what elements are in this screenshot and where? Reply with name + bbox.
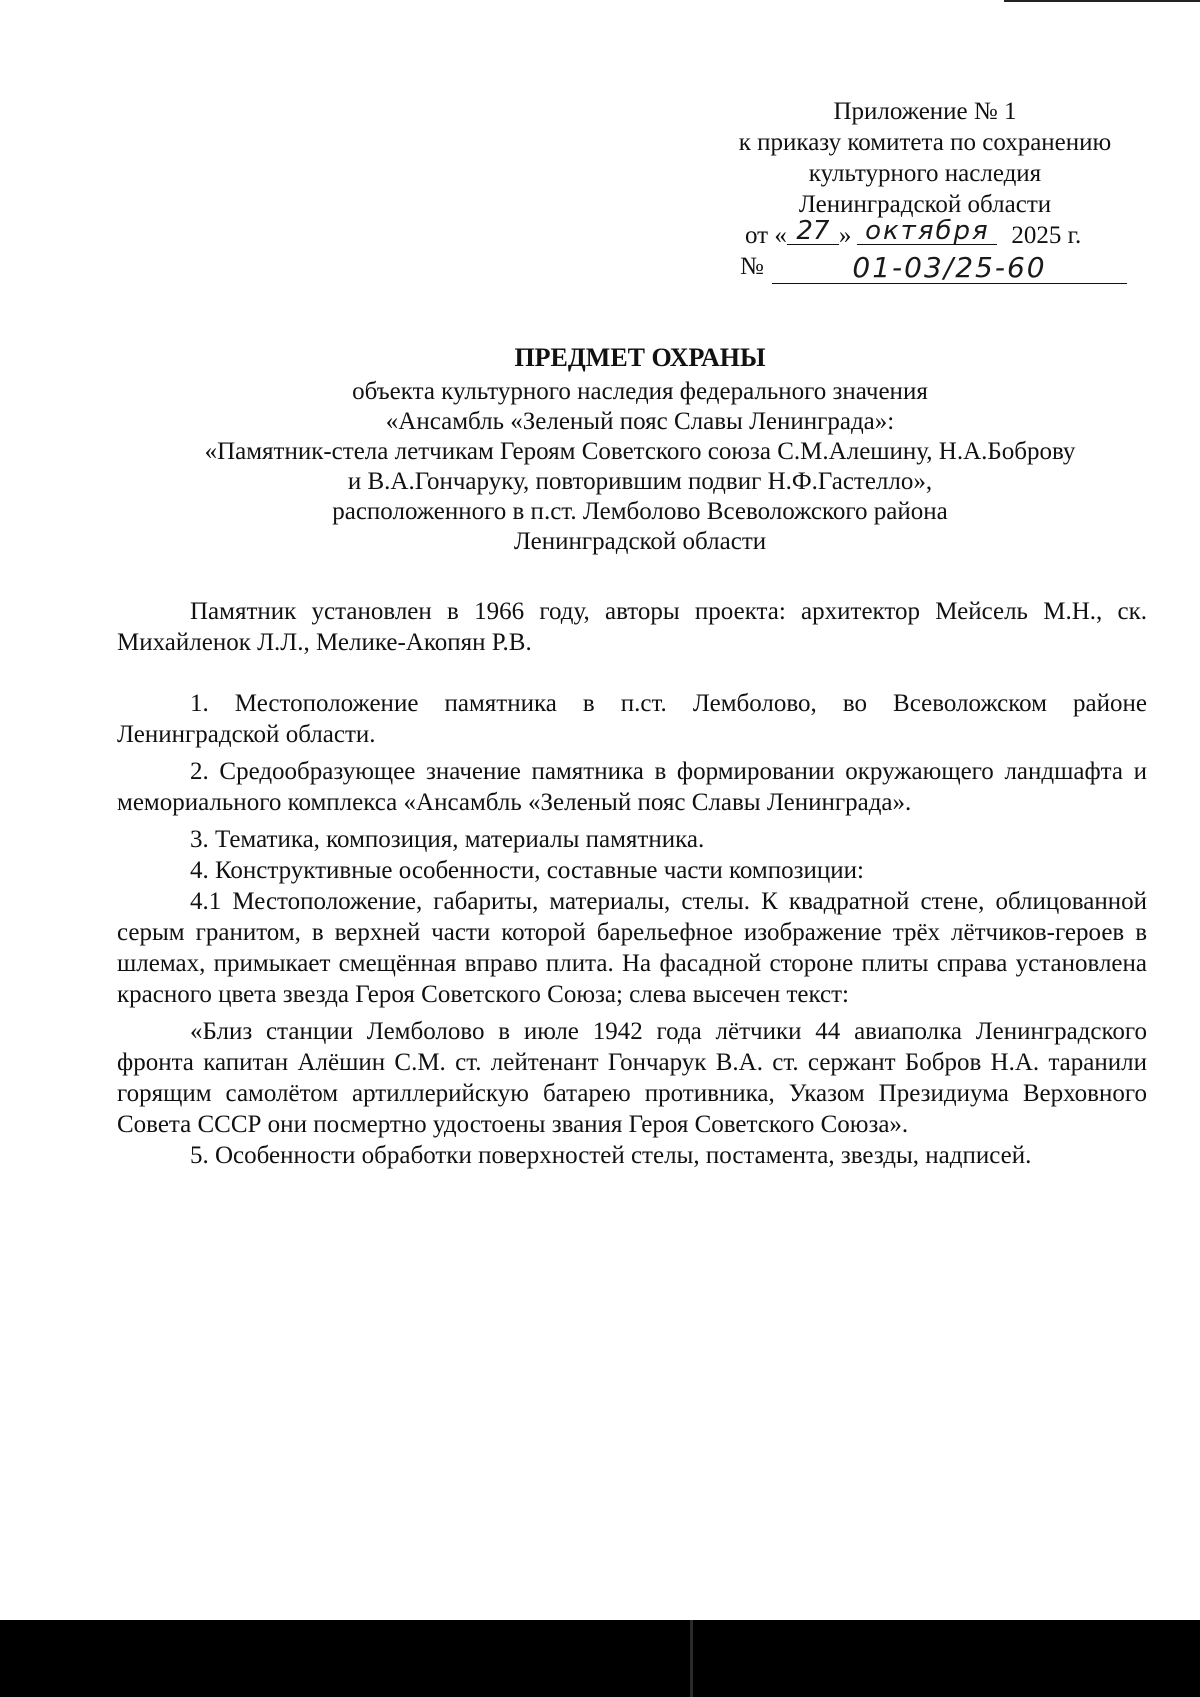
- appendix-line: Ленинградской области: [798, 191, 1052, 218]
- appendix-line: к приказу комитета по сохранению: [738, 129, 1112, 156]
- date-prefix: от «: [745, 222, 787, 249]
- list-item: 3. Тематика, композиция, материалы памятника.: [190, 826, 705, 853]
- appendix-header: [690, 96, 1160, 220]
- order-date: [745, 216, 1082, 250]
- subtitle-line: Ленинградской области: [513, 528, 767, 555]
- document-body: [117, 596, 1147, 1171]
- subtitle-line: объекта культурного наследия федерального значения: [352, 378, 928, 405]
- date-year: 2025 г.: [1011, 222, 1082, 249]
- handwritten-day: 27: [787, 218, 839, 245]
- handwritten-month: октября: [857, 218, 997, 245]
- list-subitem: 4.1 Местоположение, габариты, материалы, стелы. К квадратной стене, облицованной серым гранитом, в верхней части которой барельефное изображение трёх лётчиков-героев в шлемах, примыкает смещённая вправо плита. На фасадной стороне плиты справа установлена красного цвета звезда Героя Советского Союза; слева высечен текст:: [117, 888, 1147, 1008]
- appendix-title: Приложение № 1: [833, 98, 1017, 125]
- list-item: 1. Местоположение памятника в п.ст. Лемболово, во Всеволожском районе Ленинградской области.: [117, 690, 1147, 748]
- scan-edge-divider: [690, 1620, 693, 1697]
- scan-edge-top: [1004, 0, 1200, 2]
- subtitle-line: «Памятник-стела летчикам Героям Советского союза С.М.Алешину, Н.А.Боброву: [204, 438, 1076, 465]
- document-title-block: [100, 343, 1180, 557]
- order-number: [740, 253, 1130, 287]
- scan-edge-bottom: [0, 1620, 1200, 1697]
- handwritten-number: 01-03/25-60: [772, 253, 1127, 284]
- number-label: №: [740, 253, 764, 280]
- subtitle-line: «Ансамбль «Зеленый пояс Славы Ленинграда»:: [385, 408, 895, 435]
- document-title: ПРЕДМЕТ ОХРАНЫ: [514, 343, 766, 372]
- appendix-line: культурного наследия: [808, 160, 1042, 187]
- list-item: 5. Особенности обработки поверхностей стелы, постамента, звезды, надписей.: [190, 1142, 1032, 1169]
- date-close-quote: »: [838, 222, 852, 249]
- subtitle-line: и В.А.Гончаруку, повторившим подвиг Н.Ф.Гастелло»,: [347, 468, 933, 495]
- list-item: 4. Конструктивные особенности, составные части композиции:: [190, 857, 864, 884]
- list-item: 2. Средообразующее значение памятника в формировании окружающего ландшафта и мемориального комплекса «Ансамбль «Зеленый пояс Славы Ленинграда».: [117, 758, 1147, 816]
- quote-paragraph: «Близ станции Лемболово в июле 1942 года лётчики 44 авиаполка Ленинградского фронта капитан Алёшин С.М. ст. лейтенант Гончарук В.А. ст. сержант Бобров Н.А. таранили горящим самолётом артиллерийскую батарею противника, Указом Президиума Верховного Совета СССР они посмертно удостоены звания Героя Советского Союза».: [117, 1018, 1147, 1138]
- intro-paragraph: Памятник установлен в 1966 году, авторы проекта: архитектор Мейсель М.Н., ск. Михайленок Л.Л., Мелике-Акопян Р.В.: [117, 598, 1147, 656]
- subtitle-line: расположенного в п.ст. Лемболово Всеволожского района: [332, 498, 948, 525]
